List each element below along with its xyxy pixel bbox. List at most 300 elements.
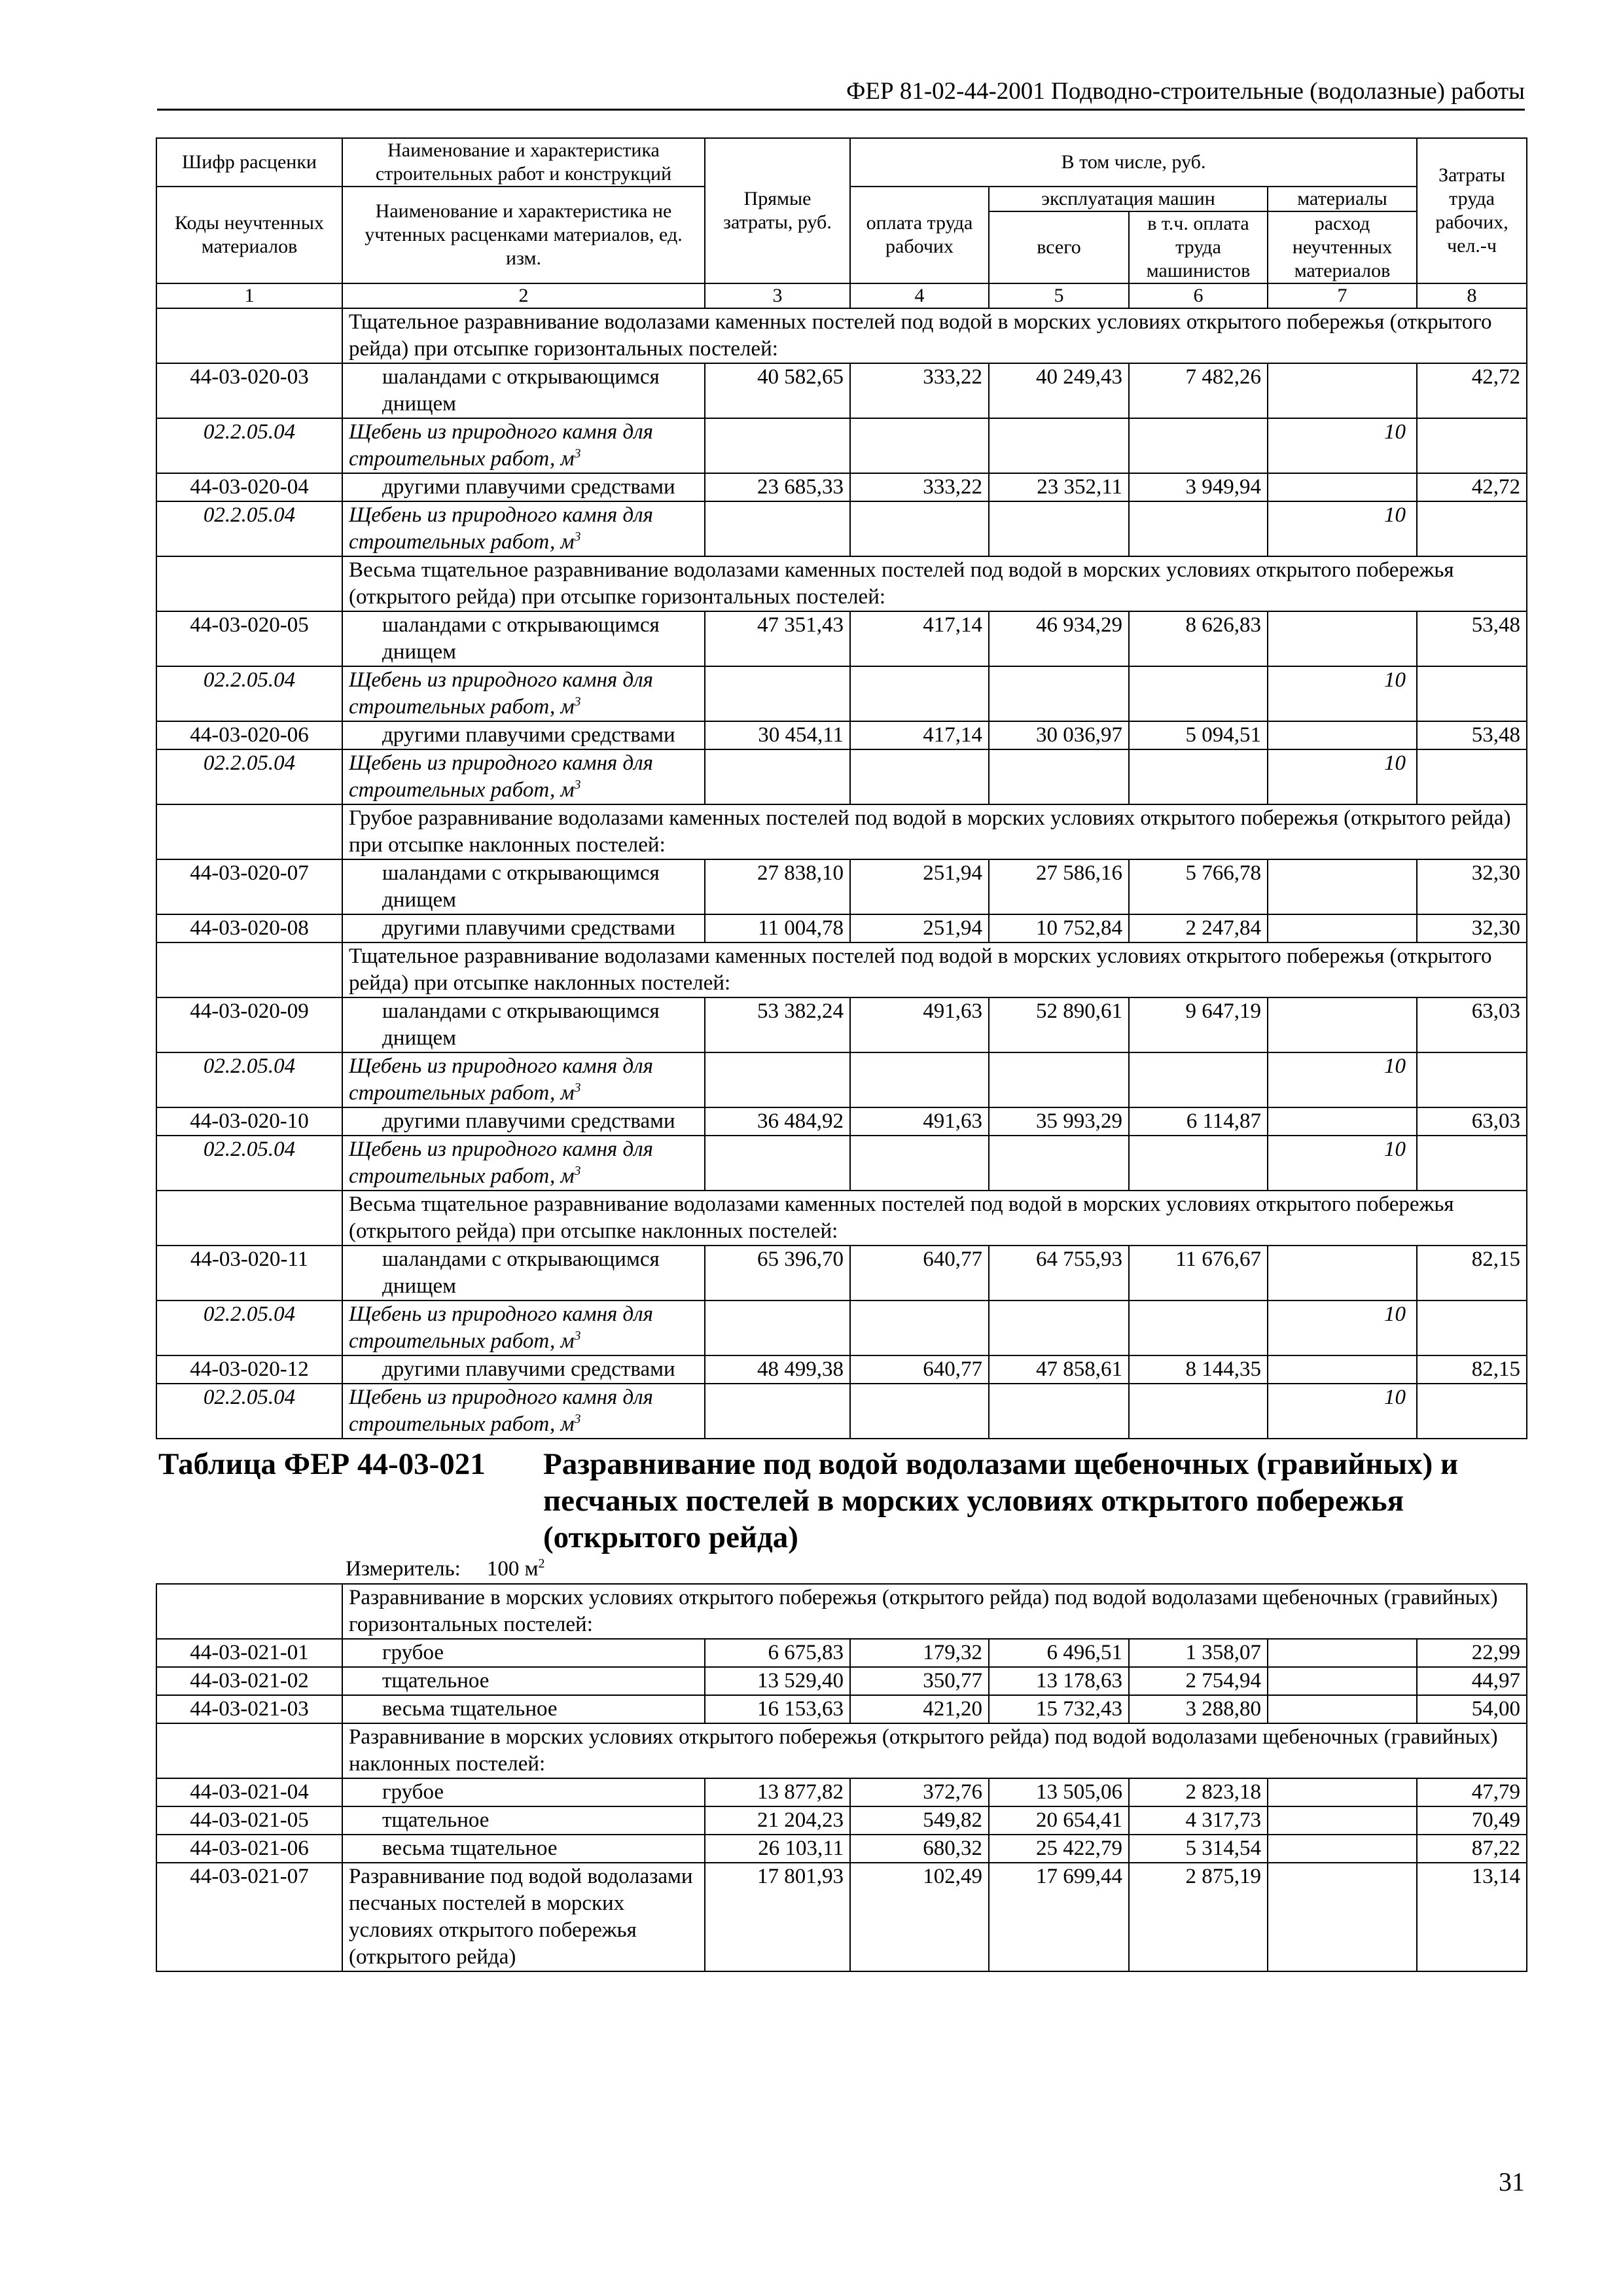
table-body: [156, 308, 1527, 1439]
direct-costs: 6 675,83: [705, 1639, 850, 1667]
direct-costs: 11 004,78: [705, 914, 850, 942]
direct-costs: 21 204,23: [705, 1806, 850, 1835]
section-title: Тщательное разравнивание водолазами каменных постелей под водой в морских условиях открытого побережья (открытого рейда) при отсыпке горизонтальных постелей:: [342, 308, 1527, 363]
rate-code: 44-03-020-05: [156, 611, 342, 666]
unit-exponent: 2: [538, 1556, 545, 1571]
material-unit-exponent: 3: [574, 778, 581, 792]
empty-cell: [1417, 1136, 1527, 1191]
column-number: 3: [705, 283, 850, 308]
material-code: 02.2.05.04: [156, 666, 342, 721]
rate-code: 44-03-020-10: [156, 1107, 342, 1136]
machines-total: 35 993,29: [989, 1107, 1129, 1136]
empty-cell: [156, 308, 342, 363]
column-number: 2: [342, 283, 705, 308]
work-name: другими плавучими средствами: [342, 1355, 705, 1384]
empty-cell: [850, 501, 989, 556]
empty-cell: [850, 1300, 989, 1355]
material-name-text: Щебень из природного камня для строительных работ, м: [349, 503, 653, 554]
material-code: 02.2.05.04: [156, 418, 342, 473]
empty-cell: [989, 1384, 1129, 1439]
materials-cell: [1268, 1246, 1417, 1300]
machines-total: 47 858,61: [989, 1355, 1129, 1384]
table-row: [156, 1778, 1527, 1806]
empty-cell: [705, 1136, 850, 1191]
work-name: шаландами с открывающимся днищем: [342, 997, 705, 1052]
section-row: [156, 556, 1527, 611]
section-title: Тщательное разравнивание водолазами каменных постелей под водой в морских условиях открытого побережья (открытого рейда) при отсыпке наклонных постелей:: [342, 942, 1527, 997]
empty-cell: [156, 1584, 342, 1639]
labor-hours: 82,15: [1417, 1246, 1527, 1300]
rate-code: 44-03-021-06: [156, 1835, 342, 1863]
machinists-pay: 2 754,94: [1129, 1667, 1268, 1695]
material-row: [156, 418, 1527, 473]
column-numbers: [156, 283, 1527, 308]
labor-pay: 179,32: [850, 1639, 989, 1667]
machines-total: 40 249,43: [989, 363, 1129, 418]
rate-code: 44-03-021-01: [156, 1639, 342, 1667]
empty-cell: [1129, 1136, 1268, 1191]
direct-costs: 27 838,10: [705, 859, 850, 914]
header-machinists-pay: в т.ч. оплата труда машинистов: [1129, 211, 1268, 283]
table-row: [156, 1355, 1527, 1384]
header-labor: Затраты труда рабочих, чел.-ч: [1417, 138, 1527, 283]
empty-cell: [1129, 1052, 1268, 1107]
direct-costs: 65 396,70: [705, 1246, 850, 1300]
column-number: 1: [156, 283, 342, 308]
empty-cell: [1129, 501, 1268, 556]
column-number: 8: [1417, 283, 1527, 308]
machines-total: 13 505,06: [989, 1778, 1129, 1806]
section-row: [156, 1191, 1527, 1246]
material-name-text: Щебень из природного камня для строительных работ, м: [349, 1054, 653, 1105]
direct-costs: 36 484,92: [705, 1107, 850, 1136]
direct-costs: 13 529,40: [705, 1667, 850, 1695]
labor-pay: 417,14: [850, 611, 989, 666]
empty-cell: [989, 418, 1129, 473]
header-including: В том числе, руб.: [850, 138, 1417, 187]
section-row: [156, 308, 1527, 363]
direct-costs: 13 877,82: [705, 1778, 850, 1806]
header-labor-pay: оплата труда рабочих: [850, 187, 989, 283]
page-content: [156, 137, 1526, 1972]
column-number: 4: [850, 283, 989, 308]
table-row: [156, 1835, 1527, 1863]
table-2-label: Таблица ФЕР 44-03-021: [158, 1447, 486, 1481]
materials-cell: [1268, 1667, 1417, 1695]
header-materials: материалы: [1268, 187, 1417, 211]
empty-cell: [156, 1723, 342, 1778]
material-code: 02.2.05.04: [156, 1052, 342, 1107]
work-name: тщательное: [342, 1667, 705, 1695]
machines-total: 27 586,16: [989, 859, 1129, 914]
labor-hours: 70,49: [1417, 1806, 1527, 1835]
machinists-pay: 7 482,26: [1129, 363, 1268, 418]
empty-cell: [705, 418, 850, 473]
table-row: [156, 1107, 1527, 1136]
labor-hours: 53,48: [1417, 611, 1527, 666]
table-row: [156, 914, 1527, 942]
work-name: другими плавучими средствами: [342, 721, 705, 749]
materials-cell: [1268, 1639, 1417, 1667]
machines-total: 13 178,63: [989, 1667, 1129, 1695]
table-header: [156, 138, 1527, 308]
machines-total: 17 699,44: [989, 1863, 1129, 1971]
empty-cell: [705, 1052, 850, 1107]
labor-hours: 63,03: [1417, 1107, 1527, 1136]
work-name: грубое: [342, 1639, 705, 1667]
section-title: Грубое разравнивание водолазами каменных постелей под водой в морских условиях открытого побережья (открытого рейда) при отсыпке наклонных постелей:: [342, 804, 1527, 859]
empty-cell: [156, 804, 342, 859]
rate-code: 44-03-020-06: [156, 721, 342, 749]
labor-hours: 32,30: [1417, 914, 1527, 942]
labor-hours: 63,03: [1417, 997, 1527, 1052]
header-machines-total: всего: [989, 211, 1129, 283]
materials-cell: [1268, 914, 1417, 942]
labor-pay: 251,94: [850, 859, 989, 914]
empty-cell: [1417, 1300, 1527, 1355]
material-code: 02.2.05.04: [156, 1384, 342, 1439]
empty-cell: [1417, 1052, 1527, 1107]
column-number: 5: [989, 283, 1129, 308]
machinists-pay: 2 823,18: [1129, 1778, 1268, 1806]
labor-hours: 82,15: [1417, 1355, 1527, 1384]
material-unit-exponent: 3: [574, 1412, 581, 1426]
empty-cell: [850, 749, 989, 804]
running-head: ФЕР 81-02-44-2001 Подводно-строительные (водолазные) работы: [846, 78, 1525, 105]
labor-hours: 87,22: [1417, 1835, 1527, 1863]
labor-pay: 251,94: [850, 914, 989, 942]
material-name: [342, 749, 705, 804]
machinists-pay: 5 314,54: [1129, 1835, 1268, 1863]
empty-cell: [156, 942, 342, 997]
section-title: Весьма тщательное разравнивание водолазами каменных постелей под водой в морских условиях открытого побережья (открытого рейда) при отсыпке наклонных постелей:: [342, 1191, 1527, 1246]
materials-cell: [1268, 363, 1417, 418]
empty-cell: [989, 1052, 1129, 1107]
machines-total: 20 654,41: [989, 1806, 1129, 1835]
rate-code: 44-03-020-04: [156, 473, 342, 501]
material-code: 02.2.05.04: [156, 749, 342, 804]
material-quantity: 10: [1268, 1136, 1417, 1191]
section-row: [156, 1584, 1527, 1639]
direct-costs: 47 351,43: [705, 611, 850, 666]
labor-pay: 640,77: [850, 1355, 989, 1384]
labor-pay: 333,22: [850, 473, 989, 501]
direct-costs: 16 153,63: [705, 1695, 850, 1723]
material-quantity: 10: [1268, 666, 1417, 721]
table-row: [156, 859, 1527, 914]
machinists-pay: 6 114,87: [1129, 1107, 1268, 1136]
header-materials-consumption: расход неучтенных материалов: [1268, 211, 1417, 283]
materials-cell: [1268, 1863, 1417, 1971]
machinists-pay: 8 144,35: [1129, 1355, 1268, 1384]
empty-cell: [989, 1136, 1129, 1191]
work-name: другими плавучими средствами: [342, 914, 705, 942]
labor-pay: 350,77: [850, 1667, 989, 1695]
machinists-pay: 4 317,73: [1129, 1806, 1268, 1835]
work-name: другими плавучими средствами: [342, 473, 705, 501]
work-name: весьма тщательное: [342, 1835, 705, 1863]
rate-code: 44-03-021-05: [156, 1806, 342, 1835]
machines-total: 6 496,51: [989, 1639, 1129, 1667]
unit-label: Измеритель:: [346, 1557, 461, 1581]
material-unit-exponent: 3: [574, 529, 581, 544]
header-rule: [157, 109, 1525, 111]
labor-pay: 333,22: [850, 363, 989, 418]
direct-costs: 48 499,38: [705, 1355, 850, 1384]
empty-cell: [705, 1300, 850, 1355]
work-name: шаландами с открывающимся днищем: [342, 363, 705, 418]
labor-pay: 102,49: [850, 1863, 989, 1971]
materials-cell: [1268, 611, 1417, 666]
header-work-name: Наименование и характеристика строительных работ и конструкций: [342, 138, 705, 187]
materials-cell: [1268, 473, 1417, 501]
empty-cell: [156, 1191, 342, 1246]
empty-cell: [850, 1052, 989, 1107]
labor-hours: 47,79: [1417, 1778, 1527, 1806]
empty-cell: [1129, 1384, 1268, 1439]
labor-hours: 44,97: [1417, 1667, 1527, 1695]
direct-costs: 53 382,24: [705, 997, 850, 1052]
header-direct-costs: Прямые затраты, руб.: [705, 138, 850, 283]
table-2-header: [156, 1439, 1526, 1583]
empty-cell: [156, 556, 342, 611]
materials-cell: [1268, 1778, 1417, 1806]
table-2-body: [156, 1584, 1527, 1971]
material-name: [342, 418, 705, 473]
section-row: [156, 942, 1527, 997]
material-name: [342, 1136, 705, 1191]
rate-code: 44-03-020-03: [156, 363, 342, 418]
direct-costs: 17 801,93: [705, 1863, 850, 1971]
material-code: 02.2.05.04: [156, 1136, 342, 1191]
table-row: [156, 1246, 1527, 1300]
table-row: [156, 473, 1527, 501]
machines-total: 64 755,93: [989, 1246, 1129, 1300]
table-row: [156, 721, 1527, 749]
material-row: [156, 1300, 1527, 1355]
materials-cell: [1268, 1806, 1417, 1835]
rate-code: 44-03-021-03: [156, 1695, 342, 1723]
machinists-pay: 11 676,67: [1129, 1246, 1268, 1300]
labor-pay: 491,63: [850, 1107, 989, 1136]
material-quantity: 10: [1268, 1384, 1417, 1439]
material-row: [156, 501, 1527, 556]
material-row: [156, 1052, 1527, 1107]
material-name-text: Щебень из природного камня для строительных работ, м: [349, 1138, 653, 1188]
machines-total: 25 422,79: [989, 1835, 1129, 1863]
empty-cell: [1417, 749, 1527, 804]
material-name: [342, 501, 705, 556]
material-name: [342, 1384, 705, 1439]
empty-cell: [1129, 418, 1268, 473]
table-row: [156, 1863, 1527, 1971]
material-unit-exponent: 3: [574, 1081, 581, 1095]
labor-hours: 22,99: [1417, 1639, 1527, 1667]
labor-hours: 13,14: [1417, 1863, 1527, 1971]
empty-cell: [850, 418, 989, 473]
work-name: шаландами с открывающимся днищем: [342, 611, 705, 666]
material-unit-exponent: 3: [574, 446, 581, 461]
labor-hours: 42,72: [1417, 363, 1527, 418]
direct-costs: 30 454,11: [705, 721, 850, 749]
section-title: Разравнивание в морских условиях открытого побережья (открытого рейда) под водой водолазами щебеночных (гравийных) наклонных постелей:: [342, 1723, 1527, 1778]
empty-cell: [989, 749, 1129, 804]
empty-cell: [1417, 501, 1527, 556]
rate-code: 44-03-021-02: [156, 1667, 342, 1695]
machines-total: 52 890,61: [989, 997, 1129, 1052]
machinists-pay: 5 766,78: [1129, 859, 1268, 914]
empty-cell: [989, 501, 1129, 556]
unit-value: 100 м: [486, 1557, 539, 1581]
material-name: [342, 1300, 705, 1355]
header-machines: эксплуатация машин: [989, 187, 1268, 211]
material-quantity: 10: [1268, 749, 1417, 804]
machines-total: 10 752,84: [989, 914, 1129, 942]
material-name-text: Щебень из природного камня для строительных работ, м: [349, 1386, 653, 1436]
material-name-text: Щебень из природного камня для строительных работ, м: [349, 420, 653, 471]
machines-total: 30 036,97: [989, 721, 1129, 749]
empty-cell: [850, 1384, 989, 1439]
machinists-pay: 2 247,84: [1129, 914, 1268, 942]
section-row: [156, 1723, 1527, 1778]
header-code: Шифр расценки: [156, 138, 342, 187]
machines-total: 23 352,11: [989, 473, 1129, 501]
table-2-title: Разравнивание под водой водолазами щебеночных (гравийных) и песчаных постелей в морских условиях открытого побережья (открытого рейда): [543, 1447, 1459, 1554]
empty-cell: [705, 749, 850, 804]
rates-table-2: [156, 1583, 1527, 1972]
labor-pay: 549,82: [850, 1806, 989, 1835]
rate-code: 44-03-021-04: [156, 1778, 342, 1806]
empty-cell: [850, 666, 989, 721]
table-row: [156, 363, 1527, 418]
empty-cell: [850, 1136, 989, 1191]
empty-cell: [1129, 666, 1268, 721]
material-name-text: Щебень из природного камня для строительных работ, м: [349, 668, 653, 719]
material-quantity: 10: [1268, 501, 1417, 556]
section-title: Разравнивание в морских условиях открытого побережья (открытого рейда) под водой водолазами щебеночных (гравийных) горизонтальных постелей:: [342, 1584, 1527, 1639]
work-name: шаландами с открывающимся днищем: [342, 859, 705, 914]
rate-code: 44-03-021-07: [156, 1863, 342, 1971]
labor-hours: 42,72: [1417, 473, 1527, 501]
table-row: [156, 1806, 1527, 1835]
section-row: [156, 804, 1527, 859]
direct-costs: 23 685,33: [705, 473, 850, 501]
rate-code: 44-03-020-08: [156, 914, 342, 942]
material-name-text: Щебень из природного камня для строительных работ, м: [349, 751, 653, 802]
table-row: [156, 1667, 1527, 1695]
rate-code: 44-03-020-11: [156, 1246, 342, 1300]
work-name: другими плавучими средствами: [342, 1107, 705, 1136]
material-quantity: 10: [1268, 418, 1417, 473]
empty-cell: [989, 1300, 1129, 1355]
empty-cell: [1129, 749, 1268, 804]
header-material-codes: Коды неучтенных материалов: [156, 187, 342, 283]
empty-cell: [989, 666, 1129, 721]
materials-cell: [1268, 1107, 1417, 1136]
material-code: 02.2.05.04: [156, 501, 342, 556]
material-unit-exponent: 3: [574, 1329, 581, 1343]
empty-cell: [705, 501, 850, 556]
rates-table: [156, 137, 1527, 1439]
empty-cell: [1417, 418, 1527, 473]
machinists-pay: 5 094,51: [1129, 721, 1268, 749]
labor-pay: 372,76: [850, 1778, 989, 1806]
material-quantity: 10: [1268, 1052, 1417, 1107]
work-name: весьма тщательное: [342, 1695, 705, 1723]
labor-pay: 421,20: [850, 1695, 989, 1723]
header-material-name: Наименование и характеристика не учтенных расценками материалов, ед. изм.: [342, 187, 705, 283]
material-name: [342, 1052, 705, 1107]
material-row: [156, 1384, 1527, 1439]
work-name: тщательное: [342, 1806, 705, 1835]
table-row: [156, 611, 1527, 666]
work-name: Разравнивание под водой водолазами песчаных постелей в морских условиях открытого побережья (открытого рейда): [342, 1863, 705, 1971]
machinists-pay: 2 875,19: [1129, 1863, 1268, 1971]
section-title: Весьма тщательное разравнивание водолазами каменных постелей под водой в морских условиях открытого побережья (открытого рейда) при отсыпке горизонтальных постелей:: [342, 556, 1527, 611]
direct-costs: 40 582,65: [705, 363, 850, 418]
material-row: [156, 1136, 1527, 1191]
machinists-pay: 1 358,07: [1129, 1639, 1268, 1667]
labor-pay: 417,14: [850, 721, 989, 749]
labor-pay: 640,77: [850, 1246, 989, 1300]
labor-pay: 491,63: [850, 997, 989, 1052]
labor-pay: 680,32: [850, 1835, 989, 1863]
table-2-unit: [346, 1556, 545, 1582]
work-name: грубое: [342, 1778, 705, 1806]
materials-cell: [1268, 859, 1417, 914]
materials-cell: [1268, 1695, 1417, 1723]
machinists-pay: 3 949,94: [1129, 473, 1268, 501]
rate-code: 44-03-020-09: [156, 997, 342, 1052]
materials-cell: [1268, 1835, 1417, 1863]
material-name-text: Щебень из природного камня для строительных работ, м: [349, 1302, 653, 1353]
table-row: [156, 1695, 1527, 1723]
machines-total: 46 934,29: [989, 611, 1129, 666]
rate-code: 44-03-020-07: [156, 859, 342, 914]
material-unit-exponent: 3: [574, 694, 581, 709]
material-code: 02.2.05.04: [156, 1300, 342, 1355]
work-name: шаландами с открывающимся днищем: [342, 1246, 705, 1300]
empty-cell: [705, 666, 850, 721]
materials-cell: [1268, 721, 1417, 749]
empty-cell: [705, 1384, 850, 1439]
column-number: 7: [1268, 283, 1417, 308]
material-row: [156, 666, 1527, 721]
labor-hours: 32,30: [1417, 859, 1527, 914]
rate-code: 44-03-020-12: [156, 1355, 342, 1384]
direct-costs: 26 103,11: [705, 1835, 850, 1863]
materials-cell: [1268, 997, 1417, 1052]
page-number: 31: [1499, 2167, 1525, 2197]
materials-cell: [1268, 1355, 1417, 1384]
machinists-pay: 8 626,83: [1129, 611, 1268, 666]
empty-cell: [1417, 666, 1527, 721]
column-number: 6: [1129, 283, 1268, 308]
table-row: [156, 1639, 1527, 1667]
labor-hours: 54,00: [1417, 1695, 1527, 1723]
labor-hours: 53,48: [1417, 721, 1527, 749]
machinists-pay: 3 288,80: [1129, 1695, 1268, 1723]
empty-cell: [1417, 1384, 1527, 1439]
machines-total: 15 732,43: [989, 1695, 1129, 1723]
material-quantity: 10: [1268, 1300, 1417, 1355]
material-row: [156, 749, 1527, 804]
machinists-pay: 9 647,19: [1129, 997, 1268, 1052]
empty-cell: [1129, 1300, 1268, 1355]
material-unit-exponent: 3: [574, 1164, 581, 1178]
table-row: [156, 997, 1527, 1052]
material-name: [342, 666, 705, 721]
